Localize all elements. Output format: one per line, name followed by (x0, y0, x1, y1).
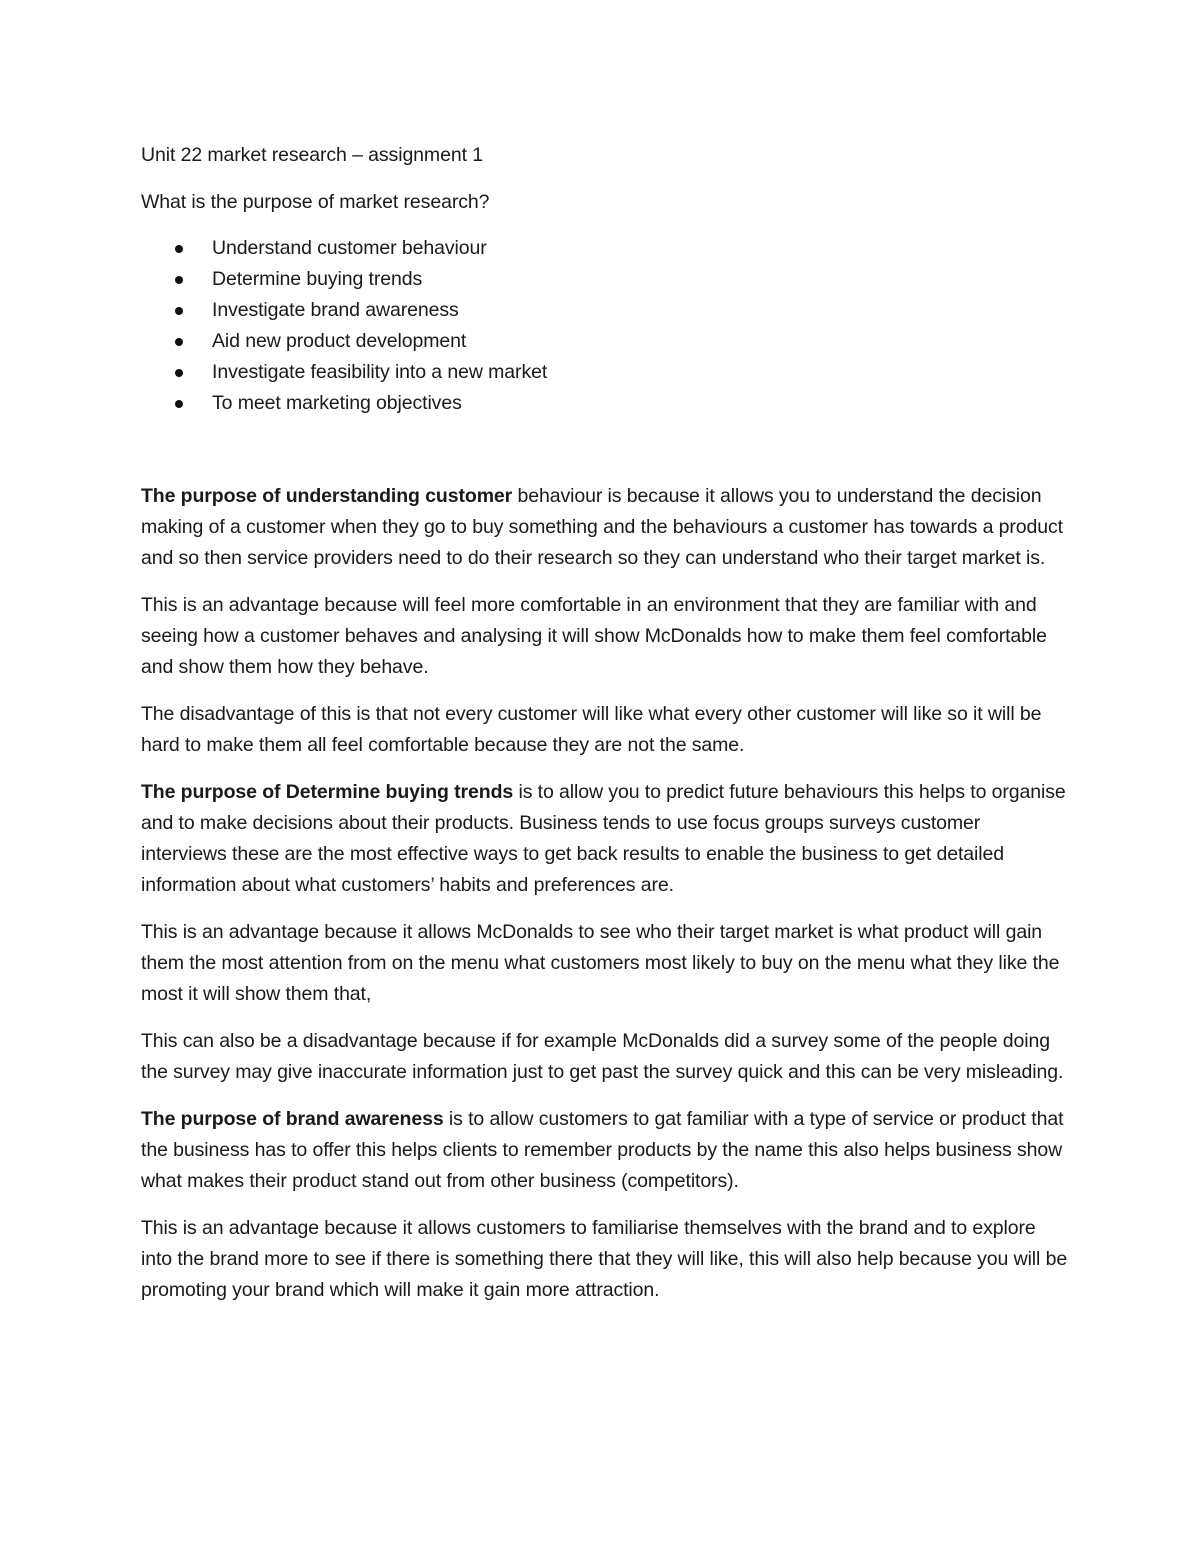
document-question: What is the purpose of market research? (141, 191, 490, 213)
bullet-dot-icon (175, 369, 183, 377)
bullet-text: Investigate feasibility into a new market (212, 361, 548, 383)
bullet-dot-icon (175, 276, 183, 284)
bullet-dot-icon (175, 245, 183, 253)
paragraph-text: behaviour is because it allows you to understand the decision making of a customer when they go to buy something and the behaviours a customer has towards a product and so then service providers need to do their research so they can understand who their target market is. (141, 485, 1063, 569)
bullet-text: To meet marketing objectives (212, 392, 462, 414)
document-body (141, 140, 1071, 1322)
bullet-item (141, 264, 1071, 295)
bullet-text: Investigate brand awareness (212, 299, 459, 321)
bullet-item (141, 233, 1071, 264)
bullet-text: Understand customer behaviour (212, 237, 487, 259)
paragraph-customer-behaviour (141, 481, 1071, 574)
paragraph-text: This is an advantage because it allows customers to familiarise themselves with the brand and to explore into the brand more to see if there is something there that they will like, this will also help because you will be promoting your brand which will make it gain more attraction. (141, 1217, 1068, 1301)
paragraph-text: The disadvantage of this is that not every customer will like what every other customer will like so it will be hard to make them all feel comfortable because they are not the same. (141, 703, 1042, 756)
bullet-text: Aid new product development (212, 330, 467, 352)
paragraph-heading: The purpose of understanding customer (141, 485, 513, 507)
paragraph-advantage (141, 590, 1071, 683)
paragraph-advantage (141, 1213, 1071, 1306)
bullet-dot-icon (175, 338, 183, 346)
bullet-item (141, 357, 1071, 388)
bullet-text: Determine buying trends (212, 268, 423, 290)
paragraph-buying-trends (141, 777, 1071, 901)
paragraph-heading: The purpose of brand awareness (141, 1108, 444, 1130)
paragraph-disadvantage (141, 699, 1071, 761)
paragraph-text: This can also be a disadvantage because if for example McDonalds did a survey some of the people doing the survey may give inaccurate information just to get past the survey quick and this can be very misleading. (141, 1030, 1064, 1083)
bullet-item (141, 295, 1071, 326)
bullet-item (141, 326, 1071, 357)
bullet-dot-icon (175, 400, 183, 408)
document-title: Unit 22 market research – assignment 1 (141, 144, 483, 166)
paragraph-advantage (141, 917, 1071, 1010)
paragraph-brand-awareness (141, 1104, 1071, 1197)
bullet-dot-icon (175, 307, 183, 315)
paragraph-heading: The purpose of Determine buying trends (141, 781, 514, 803)
paragraph-text: is to allow customers to gat familiar with a type of service or product that the business has to offer this helps clients to remember products by the name this also helps business show what makes their product stand out from other business (competitors). (141, 1108, 1064, 1192)
paragraph-text: This is an advantage because will feel more comfortable in an environment that they are familiar with and seeing how a customer behaves and analysing it will show McDonalds how to make them feel comfortable and show them how they behave. (141, 594, 1047, 678)
paragraph-text: This is an advantage because it allows McDonalds to see who their target market is what product will gain them the most attention from on the menu what customers most likely to buy on the menu what they like the most it will show them that, (141, 921, 1060, 1005)
bullet-item (141, 388, 1071, 419)
spacer (141, 419, 1071, 481)
paragraph-text: is to allow you to predict future behaviours this helps to organise and to make decisions about their products. Business tends to use focus groups surveys customer interviews these are the most effective ways to get back results to enable the business to get detailed information about what customers’ habits and preferences are. (141, 781, 1066, 896)
paragraph-disadvantage (141, 1026, 1071, 1088)
purpose-bullet-list (141, 233, 1071, 419)
